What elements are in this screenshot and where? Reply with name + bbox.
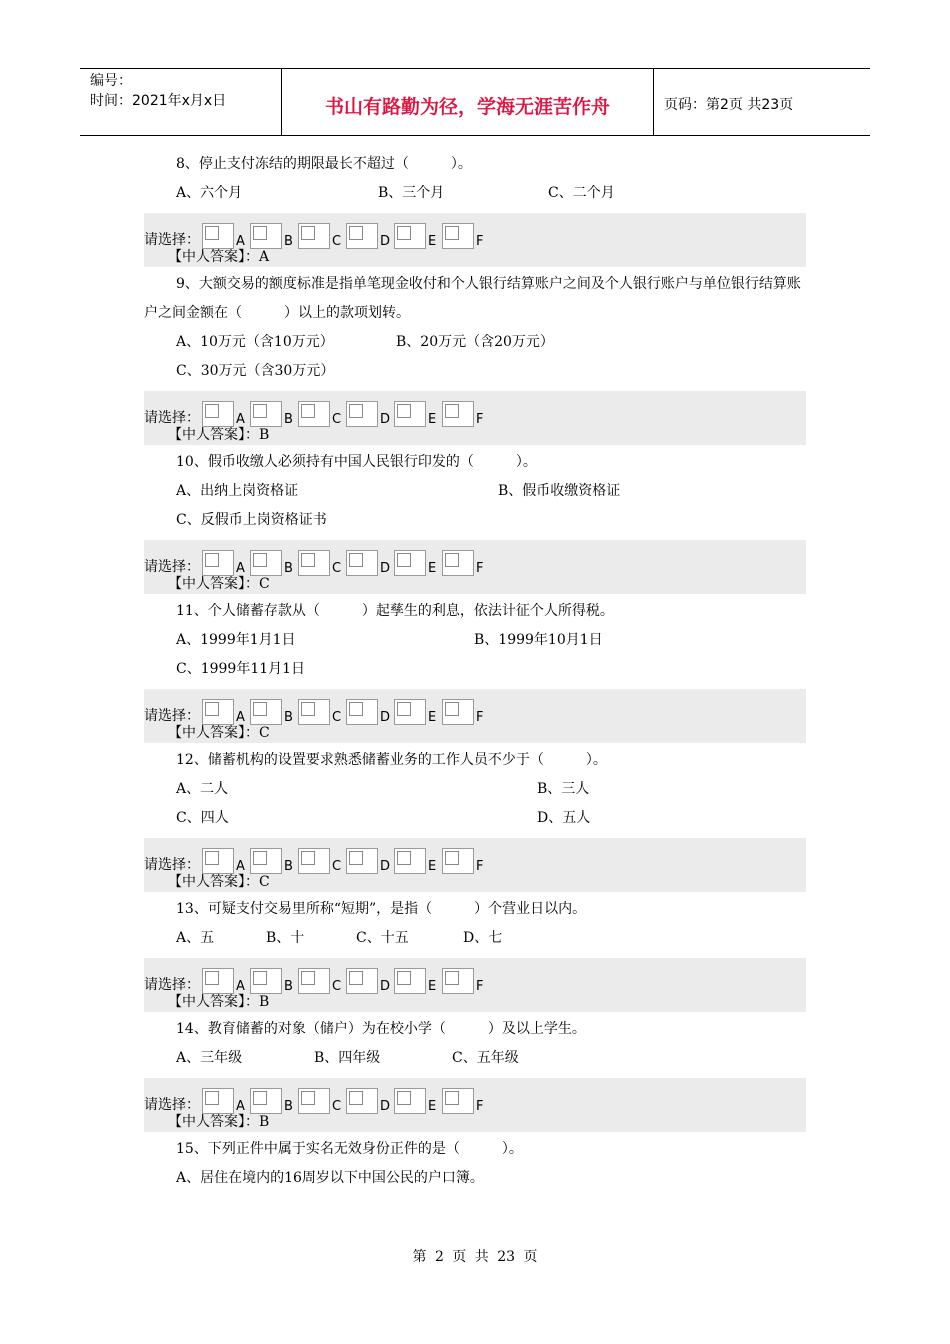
question-text: 11、个人储蓄存款从（ ）起孳生的利息，依法计征个人所得税。 bbox=[176, 603, 614, 619]
option-checkbox[interactable] bbox=[346, 848, 378, 874]
option-d bbox=[346, 223, 394, 249]
option-f bbox=[442, 223, 490, 249]
option-letter: F bbox=[476, 1099, 484, 1114]
select-row bbox=[144, 546, 490, 576]
option-a bbox=[202, 401, 250, 427]
option-text: C、1999年11月1日 bbox=[176, 661, 306, 677]
option-b bbox=[250, 968, 298, 994]
option-checkbox[interactable] bbox=[298, 848, 330, 874]
option-letter: A bbox=[236, 1099, 245, 1114]
answer-text: 【中人答案】：C bbox=[168, 576, 270, 592]
option-letter: D bbox=[380, 561, 391, 576]
option-row bbox=[144, 804, 806, 833]
select-row bbox=[144, 844, 490, 874]
option-letter: C bbox=[332, 710, 342, 725]
question-text: 12、储蓄机构的设置要求熟悉储蓄业务的工作人员不少于（ ）。 bbox=[176, 752, 607, 768]
option-letter: D bbox=[380, 412, 391, 427]
option-checkbox[interactable] bbox=[298, 223, 330, 249]
option-row bbox=[144, 477, 806, 506]
answer-select-box bbox=[144, 958, 806, 1012]
option-row bbox=[144, 775, 806, 804]
option-b bbox=[250, 401, 298, 427]
option-d bbox=[346, 550, 394, 576]
option-text: B、四年级 bbox=[314, 1050, 381, 1066]
question-11 bbox=[144, 597, 806, 743]
option-checkbox[interactable] bbox=[394, 401, 426, 427]
option-letter: D bbox=[380, 234, 391, 249]
header-motto: 书山有路勤为径，学海无涯苦作舟 bbox=[282, 69, 654, 135]
option-letter: D bbox=[380, 1099, 391, 1114]
option-letter: A bbox=[236, 710, 245, 725]
answer-text: 【中人答案】：C bbox=[168, 874, 270, 890]
option-e bbox=[394, 968, 442, 994]
option-checkbox[interactable] bbox=[250, 550, 282, 576]
option-letter: B bbox=[284, 412, 293, 427]
option-f bbox=[442, 968, 490, 994]
question-text: 8、停止支付冻结的期限最长不超过（ ）。 bbox=[176, 156, 472, 172]
option-c bbox=[298, 968, 346, 994]
option-letter: E bbox=[428, 561, 437, 576]
option-checkbox[interactable] bbox=[442, 848, 474, 874]
option-checkbox[interactable] bbox=[394, 550, 426, 576]
select-row bbox=[144, 397, 490, 427]
option-text: C、二个月 bbox=[548, 185, 615, 201]
option-letter: D bbox=[380, 710, 391, 725]
option-e bbox=[394, 550, 442, 576]
question-text: 14、教育储蓄的对象（储户）为在校小学（ ）及以上学生。 bbox=[176, 1021, 586, 1037]
option-letter: B bbox=[284, 859, 293, 874]
option-checkbox[interactable] bbox=[442, 223, 474, 249]
option-d bbox=[346, 699, 394, 725]
page-header bbox=[80, 68, 870, 136]
option-d bbox=[346, 401, 394, 427]
option-checkbox[interactable] bbox=[442, 550, 474, 576]
answer-text: 【中人答案】：B bbox=[168, 427, 270, 443]
option-b bbox=[250, 1088, 298, 1114]
option-f bbox=[442, 1088, 490, 1114]
option-letter: B bbox=[284, 979, 293, 994]
option-f bbox=[442, 848, 490, 874]
option-e bbox=[394, 848, 442, 874]
option-checkbox[interactable] bbox=[442, 699, 474, 725]
option-text: A、六个月 bbox=[176, 185, 243, 201]
option-c bbox=[298, 1088, 346, 1114]
option-b bbox=[250, 848, 298, 874]
question-text: 9、大额交易的额度标准是指单笔现金收付和个人银行结算账户之间及个人银行账户与单位银行结算账户之间金额在（ ）以上的款项划转。 bbox=[144, 276, 801, 321]
option-letter: F bbox=[476, 859, 484, 874]
option-text: B、三人 bbox=[537, 781, 590, 797]
option-letter: C bbox=[332, 412, 342, 427]
question-text: 13、可疑支付交易里所称“短期”，是指（ ）个营业日以内。 bbox=[176, 901, 587, 917]
select-label: 请选择： bbox=[144, 977, 200, 993]
number-label: 编号： bbox=[90, 73, 132, 89]
option-c bbox=[298, 223, 346, 249]
option-text: B、三个月 bbox=[378, 185, 445, 201]
option-checkbox[interactable] bbox=[202, 699, 234, 725]
option-letter: E bbox=[428, 234, 437, 249]
option-checkbox[interactable] bbox=[202, 848, 234, 874]
option-letter: F bbox=[476, 979, 484, 994]
answer-text: 【中人答案】：A bbox=[168, 249, 270, 265]
question-12 bbox=[144, 746, 806, 892]
option-row bbox=[144, 924, 806, 953]
answer-text: 【中人答案】：C bbox=[168, 725, 270, 741]
option-f bbox=[442, 550, 490, 576]
option-row bbox=[144, 1164, 806, 1193]
option-row bbox=[144, 506, 806, 535]
option-checkbox[interactable] bbox=[250, 968, 282, 994]
option-letter: C bbox=[332, 859, 342, 874]
option-d bbox=[346, 848, 394, 874]
option-f bbox=[442, 699, 490, 725]
option-checkbox[interactable] bbox=[250, 848, 282, 874]
page-footer: 第 2 页 共 23 页 bbox=[412, 1249, 538, 1265]
question-14 bbox=[144, 1015, 806, 1132]
answer-text: 【中人答案】：B bbox=[168, 1114, 270, 1130]
option-letter: E bbox=[428, 710, 437, 725]
option-letter: E bbox=[428, 859, 437, 874]
option-a bbox=[202, 968, 250, 994]
option-text: B、假币收缴资格证 bbox=[498, 483, 621, 499]
option-a bbox=[202, 1088, 250, 1114]
option-text: C、五年级 bbox=[452, 1050, 519, 1066]
option-letter: C bbox=[332, 1099, 342, 1114]
option-text: B、1999年10月1日 bbox=[474, 632, 603, 648]
option-text: C、四人 bbox=[176, 810, 229, 826]
question-15 bbox=[144, 1135, 806, 1193]
option-checkbox[interactable] bbox=[346, 968, 378, 994]
option-row bbox=[144, 328, 806, 357]
option-e bbox=[394, 1088, 442, 1114]
answer-text: 【中人答案】：B bbox=[168, 994, 270, 1010]
option-checkbox[interactable] bbox=[202, 401, 234, 427]
option-letter: A bbox=[236, 561, 245, 576]
option-letter: C bbox=[332, 979, 342, 994]
option-e bbox=[394, 223, 442, 249]
option-checkbox[interactable] bbox=[346, 1088, 378, 1114]
answer-select-box bbox=[144, 689, 806, 743]
option-row bbox=[144, 357, 806, 386]
option-checkbox[interactable] bbox=[394, 968, 426, 994]
select-row bbox=[144, 695, 490, 725]
option-text: A、五 bbox=[176, 930, 215, 946]
option-checkbox[interactable] bbox=[202, 968, 234, 994]
option-d bbox=[346, 968, 394, 994]
option-text: A、三年级 bbox=[176, 1050, 243, 1066]
date-label: 时间：2021年x月x日 bbox=[90, 93, 227, 109]
select-row bbox=[144, 219, 490, 249]
option-a bbox=[202, 848, 250, 874]
select-row bbox=[144, 964, 490, 994]
option-letter: F bbox=[476, 561, 484, 576]
option-text: C、反假币上岗资格证书 bbox=[176, 512, 327, 528]
select-label: 请选择： bbox=[144, 559, 200, 575]
option-letter: E bbox=[428, 979, 437, 994]
option-checkbox[interactable] bbox=[298, 968, 330, 994]
option-f bbox=[442, 401, 490, 427]
option-text: B、20万元（含20万元） bbox=[396, 334, 554, 350]
question-8 bbox=[144, 150, 806, 267]
option-e bbox=[394, 699, 442, 725]
option-c bbox=[298, 550, 346, 576]
option-checkbox[interactable] bbox=[202, 550, 234, 576]
option-text: A、10万元（含10万元） bbox=[176, 334, 334, 350]
option-checkbox[interactable] bbox=[394, 848, 426, 874]
answer-select-box bbox=[144, 540, 806, 594]
select-label: 请选择： bbox=[144, 708, 200, 724]
option-letter: E bbox=[428, 1099, 437, 1114]
option-letter: B bbox=[284, 561, 293, 576]
question-10 bbox=[144, 448, 806, 594]
option-text: A、居住在境内的16周岁以下中国公民的户口簿。 bbox=[176, 1170, 484, 1186]
answer-select-box bbox=[144, 213, 806, 267]
select-label: 请选择： bbox=[144, 232, 200, 248]
question-13 bbox=[144, 895, 806, 1012]
option-checkbox[interactable] bbox=[346, 223, 378, 249]
select-label: 请选择： bbox=[144, 410, 200, 426]
option-checkbox[interactable] bbox=[298, 550, 330, 576]
option-letter: B bbox=[284, 1099, 293, 1114]
option-letter: D bbox=[380, 859, 391, 874]
option-checkbox[interactable] bbox=[250, 1088, 282, 1114]
option-c bbox=[298, 699, 346, 725]
option-a bbox=[202, 223, 250, 249]
header-meta bbox=[80, 69, 282, 135]
option-e bbox=[394, 401, 442, 427]
option-text: A、二人 bbox=[176, 781, 229, 797]
option-text: A、出纳上岗资格证 bbox=[176, 483, 299, 499]
question-9 bbox=[144, 270, 806, 445]
option-letter: E bbox=[428, 412, 437, 427]
option-text: C、十五 bbox=[356, 930, 409, 946]
option-checkbox[interactable] bbox=[250, 401, 282, 427]
option-b bbox=[250, 223, 298, 249]
option-d bbox=[346, 1088, 394, 1114]
option-row bbox=[144, 179, 806, 208]
option-checkbox[interactable] bbox=[442, 1088, 474, 1114]
option-checkbox[interactable] bbox=[298, 1088, 330, 1114]
option-letter: C bbox=[332, 234, 342, 249]
question-list bbox=[144, 150, 806, 1193]
option-row bbox=[144, 626, 806, 655]
option-row bbox=[144, 655, 806, 684]
option-a bbox=[202, 550, 250, 576]
option-checkbox[interactable] bbox=[202, 1088, 234, 1114]
option-letter: F bbox=[476, 710, 484, 725]
option-row bbox=[144, 1044, 806, 1073]
option-text: C、30万元（含30万元） bbox=[176, 363, 335, 379]
select-label: 请选择： bbox=[144, 857, 200, 873]
answer-select-box bbox=[144, 1078, 806, 1132]
option-letter: A bbox=[236, 412, 245, 427]
option-text: A、1999年1月1日 bbox=[176, 632, 296, 648]
option-checkbox[interactable] bbox=[394, 223, 426, 249]
option-b bbox=[250, 699, 298, 725]
option-checkbox[interactable] bbox=[202, 223, 234, 249]
option-letter: D bbox=[380, 979, 391, 994]
question-text: 15、下列正件中属于实名无效身份正件的是（ ）。 bbox=[176, 1141, 523, 1157]
option-letter: F bbox=[476, 412, 484, 427]
option-letter: B bbox=[284, 710, 293, 725]
option-text: B、十 bbox=[266, 930, 305, 946]
option-checkbox[interactable] bbox=[298, 699, 330, 725]
option-checkbox[interactable] bbox=[346, 699, 378, 725]
option-text: D、五人 bbox=[537, 810, 591, 826]
option-letter: A bbox=[236, 234, 245, 249]
question-text: 10、假币收缴人必须持有中国人民银行印发的（ ）。 bbox=[176, 454, 537, 470]
option-b bbox=[250, 550, 298, 576]
option-letter: C bbox=[332, 561, 342, 576]
option-checkbox[interactable] bbox=[394, 699, 426, 725]
option-checkbox[interactable] bbox=[442, 968, 474, 994]
select-row bbox=[144, 1084, 490, 1114]
option-checkbox[interactable] bbox=[298, 401, 330, 427]
option-letter: A bbox=[236, 859, 245, 874]
option-checkbox[interactable] bbox=[346, 401, 378, 427]
select-label: 请选择： bbox=[144, 1097, 200, 1113]
option-checkbox[interactable] bbox=[250, 699, 282, 725]
option-checkbox[interactable] bbox=[346, 550, 378, 576]
option-a bbox=[202, 699, 250, 725]
option-checkbox[interactable] bbox=[394, 1088, 426, 1114]
option-checkbox[interactable] bbox=[250, 223, 282, 249]
option-text: D、七 bbox=[463, 930, 503, 946]
option-letter: F bbox=[476, 234, 484, 249]
option-c bbox=[298, 401, 346, 427]
answer-select-box bbox=[144, 391, 806, 445]
option-letter: A bbox=[236, 979, 245, 994]
option-c bbox=[298, 848, 346, 874]
option-checkbox[interactable] bbox=[442, 401, 474, 427]
option-letter: B bbox=[284, 234, 293, 249]
answer-select-box bbox=[144, 838, 806, 892]
header-page-label: 页码：第2页 共23页 bbox=[664, 97, 794, 113]
